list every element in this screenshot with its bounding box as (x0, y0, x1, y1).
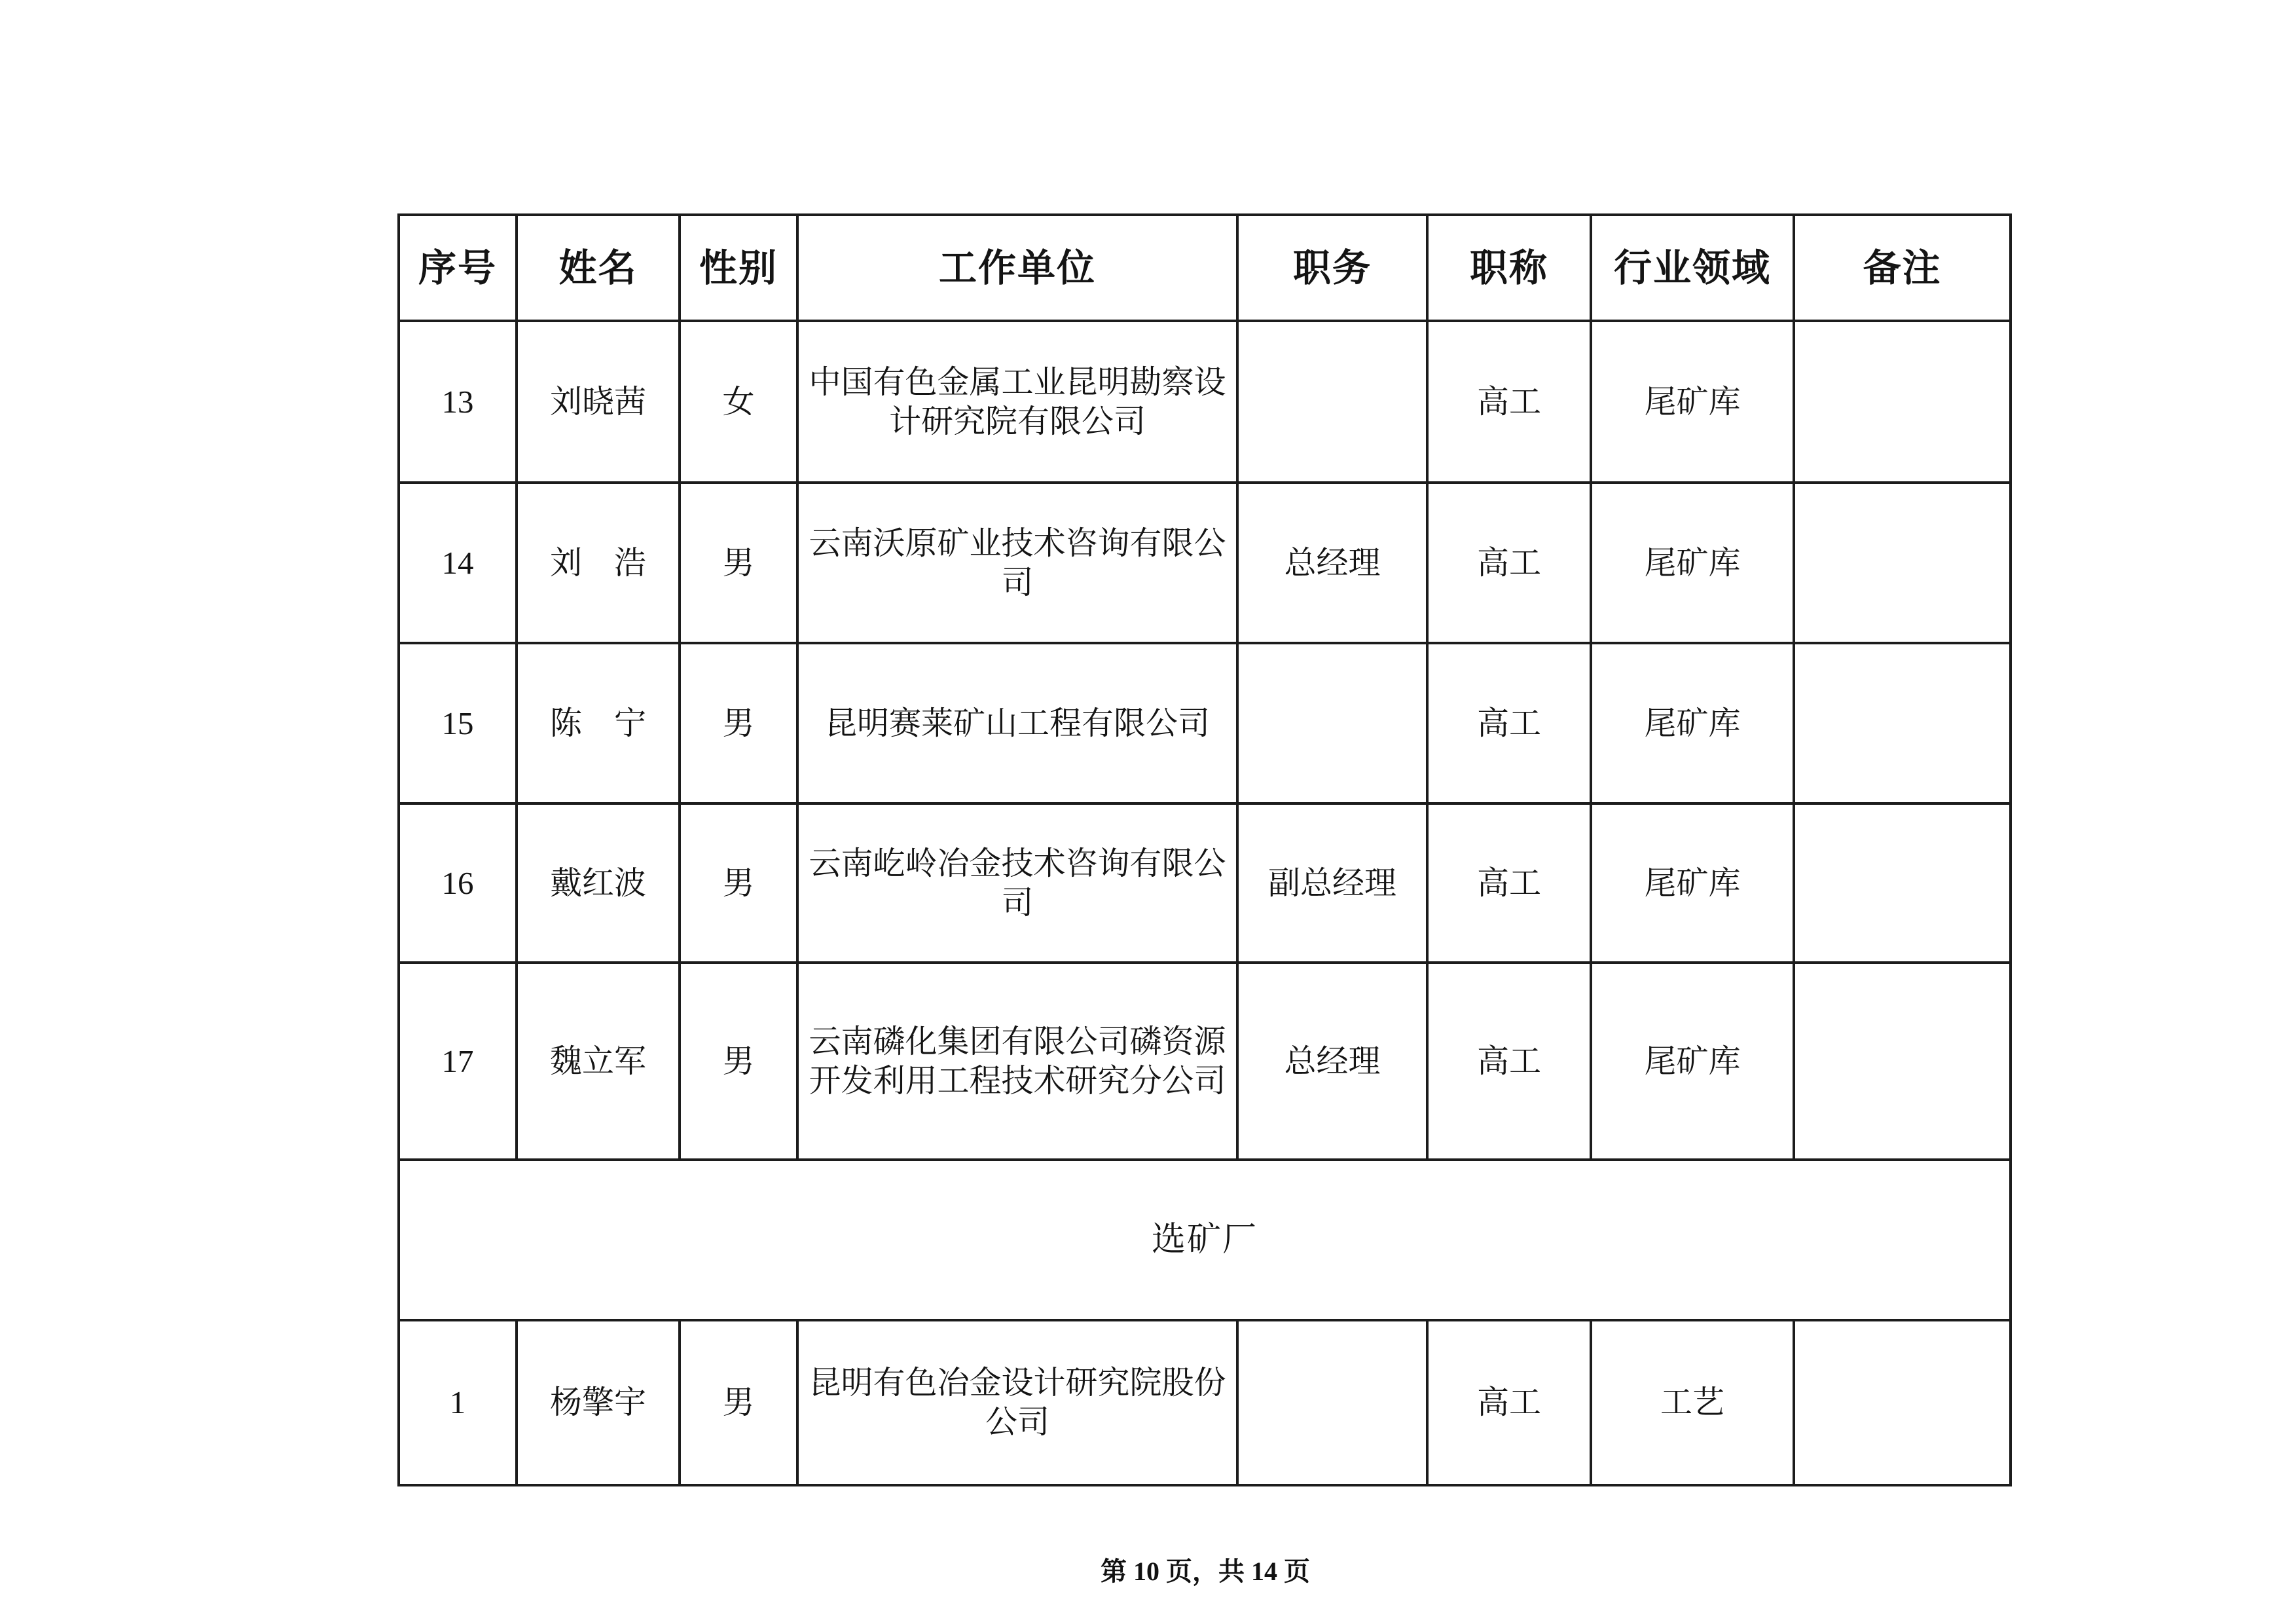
table-row (399, 483, 2011, 643)
table-row (399, 321, 2011, 483)
cell-position: 总经理 (1237, 963, 1427, 1160)
cell-field: 尾矿库 (1591, 803, 1794, 963)
header-title: 职称 (1427, 215, 1591, 321)
cell-title: 高工 (1427, 963, 1591, 1160)
cell-position (1237, 1320, 1427, 1485)
cell-title: 高工 (1427, 321, 1591, 483)
cell-field: 尾矿库 (1591, 483, 1794, 643)
table-row (399, 1320, 2011, 1485)
cell-remarks (1794, 803, 2011, 963)
header-position: 职务 (1237, 215, 1427, 321)
cell-employer: 昆明有色冶金设计研究院股份公司 (797, 1320, 1237, 1485)
cell-employer: 云南屹岭冶金技术咨询有限公司 (797, 803, 1237, 963)
cell-title: 高工 (1427, 643, 1591, 803)
cell-position (1237, 321, 1427, 483)
cell-name: 陈 宁 (517, 643, 680, 803)
cell-employer: 云南磷化集团有限公司磷资源开发利用工程技术研究分公司 (797, 963, 1237, 1160)
cell-remarks (1794, 483, 2011, 643)
header-name: 姓名 (517, 215, 680, 321)
cell-position: 总经理 (1237, 483, 1427, 643)
cell-position: 副总经理 (1237, 803, 1427, 963)
cell-gender: 女 (680, 321, 797, 483)
cell-no: 16 (399, 803, 517, 963)
cell-remarks (1794, 1320, 2011, 1485)
cell-name: 刘 浩 (517, 483, 680, 643)
cell-field: 工艺 (1591, 1320, 1794, 1485)
cell-no: 15 (399, 643, 517, 803)
cell-no: 1 (399, 1320, 517, 1485)
cell-remarks (1794, 321, 2011, 483)
cell-title: 高工 (1427, 1320, 1591, 1485)
cell-name: 杨擎宇 (517, 1320, 680, 1485)
table-row (399, 963, 2011, 1160)
cell-no: 17 (399, 963, 517, 1160)
cell-no: 13 (399, 321, 517, 483)
cell-gender: 男 (680, 483, 797, 643)
cell-remarks (1794, 643, 2011, 803)
header-remarks: 备注 (1794, 215, 2011, 321)
section-row (399, 1160, 2011, 1320)
cell-name: 戴红波 (517, 803, 680, 963)
header-gender: 性别 (680, 215, 797, 321)
header-no: 序号 (399, 215, 517, 321)
cell-employer: 中国有色金属工业昆明勘察设计研究院有限公司 (797, 321, 1237, 483)
cell-title: 高工 (1427, 483, 1591, 643)
cell-gender: 男 (680, 803, 797, 963)
cell-employer: 昆明赛莱矿山工程有限公司 (797, 643, 1237, 803)
cell-field: 尾矿库 (1591, 643, 1794, 803)
cell-field: 尾矿库 (1591, 321, 1794, 483)
cell-employer: 云南沃原矿业技术咨询有限公司 (797, 483, 1237, 643)
cell-title: 高工 (1427, 803, 1591, 963)
cell-remarks (1794, 963, 2011, 1160)
header-employer: 工作单位 (797, 215, 1237, 321)
page-number: 第 10 页，共 14 页 (1101, 1557, 1310, 1586)
header-field: 行业领域 (1591, 215, 1794, 321)
section-title: 选矿厂 (399, 1160, 2011, 1320)
table-row (399, 643, 2011, 803)
cell-gender: 男 (680, 643, 797, 803)
cell-position (1237, 643, 1427, 803)
cell-gender: 男 (680, 963, 797, 1160)
cell-name: 魏立军 (517, 963, 680, 1160)
table-row (399, 803, 2011, 963)
cell-no: 14 (399, 483, 517, 643)
table-header-row (399, 215, 2011, 321)
cell-name: 刘晓茜 (517, 321, 680, 483)
cell-gender: 男 (680, 1320, 797, 1485)
cell-field: 尾矿库 (1591, 963, 1794, 1160)
expert-list-table (397, 213, 2012, 1486)
